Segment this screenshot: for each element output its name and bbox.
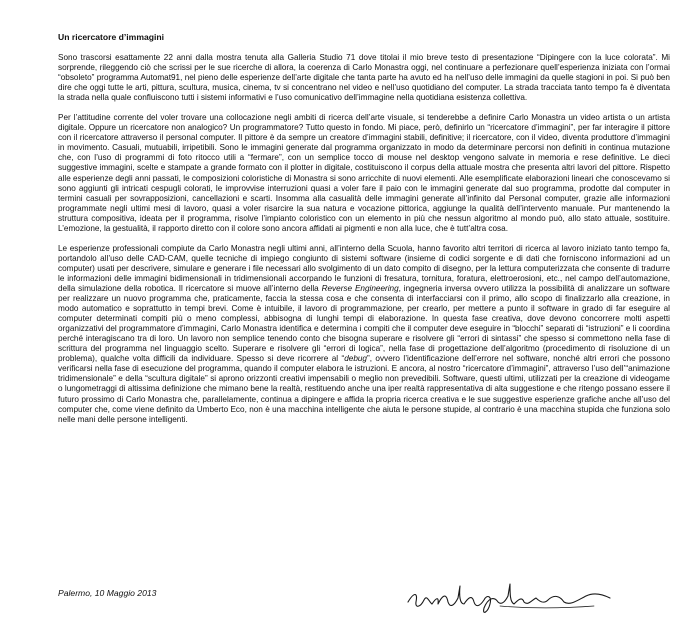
paragraph-3-italic-debug: debug xyxy=(344,354,367,364)
document-footer xyxy=(58,586,678,626)
place-date: Palermo, 10 Maggio 2013 xyxy=(58,588,157,598)
paragraph-1-text: Sono trascorsi esattamente 22 anni dalla mostra tenuta alla Galleria Studio 71 dove titolai il mio breve testo di presentazione “Dipingere con la luce colorata”. Mi sorprende, rileggendo ciò che scrissi per le sue ricerche di allora, la coerenza di Carlo Monastra oggi, nel continuare a perfezionare quell’esperienza iniziata con l’ormai “obsoleto” programma Automat91, nel pieno delle esperienze dell’arte digitale che tanta parte ha avuto ed ha nell’uso delle immagini da quelle stagioni in poi. Si può ben dire che oggi tutte le arti, pittura, scultura, musica, cinema, tv si concentrano nel video e nell’uso quotidiano del computer. La strada tracciata tanto tempo fa è diventata la strada nella quale confluiscono tutti i sistemi informativi e l’uso comunicativo dell’immagine nella quotidiana esistenza collettiva. xyxy=(58,53,670,103)
document-title: Un ricercatore d’immagini xyxy=(58,32,165,42)
paragraph-3-italic-reverse-engineering: Reverse Engineering xyxy=(321,283,399,293)
paragraph-1 xyxy=(58,53,670,103)
paragraph-3-text-a: Le esperienze professionali compiute da Carlo Monastra negli ultimi anni, all’interno della Scuola, hanno favorito altri territori di ricerca al lavoro iniziato tanto tempo fa, portandolo all’uso delle CAD-CAM, quelle tecniche di impiego congiunto di sistemi software (insieme di codici sorgente e di dati che forniscono informazioni ad un computer) usati per descrivere, simulare e generare i file necessari allo svolgimento di un dato compito di disegno, per la lettura computerizzata che consente di tradurre le informazioni delle immagini bidimensionali in tridimensionali accorpando le funzioni di fresatura, tornitura, foratura, elettroerosioni, etc., nel campo dell’automazione, della simulazione della robotica. Il ricercatore si muove all’interno della xyxy=(58,243,670,293)
signature xyxy=(404,578,624,618)
paragraph-2 xyxy=(58,113,670,234)
paragraph-3-text-b: , ingegneria inversa ovvero utilizza la possibilità di analizzare un software per realizzare un nuovo programma che, praticamente, faccia la stessa cosa e che consenta di interfacciarsi con il primo, allo scopo di finalizzarlo alla creazione, in modo automatico e soprattutto in tempi brevi. Come è intuibile, il lavoro di programmazione, per crearlo, per mettere a punto il software in grado di far eseguire al computer determinati compiti più o meno complessi, abbisogna di lunghi tempi di elaborazione. In questa fase creativa, dove devono concorrere molti aspetti organizzativi del programmatore d’immagini, Carlo Monastra identifica e determina i compiti che il computer deve eseguire in “blocchi” separati di “istruzioni” e li coordina perché interagiscano tra di loro. Un lavoro non semplice tenendo conto che bisogna superare e risolvere gli “errori di sintassi” che spesso si commettono nella fase di scrittura del programma nel linguaggio scelto. Superare e risolvere gli “errori di logica”, nella fase di progettazione dell’algoritmo (procedimento di risoluzione di un problema), qualche volta difficili da individuare. Spesso si deve ricorrere al “ xyxy=(58,283,670,364)
paragraph-3 xyxy=(58,244,670,425)
paragraph-3-text-c: ”, ovvero l’identificazione dell’errore nel software, nonché altri errori che possono verificarsi nella fase di esecuzione del programma, quando il computer elabora le istruzioni. E ancora, al nostro “ricercatore d’immagini”, attraverso l’uso dell’“animazione tridimensionale” e della “scultura digitale” si aprono orizzonti creativi impensabili o meglio non prevedibili. Software, questi ultimi, utilizzati per la creazione di videogame o lungometraggi di altissima definizione che mimano bene la realtà, restituendo anche una iper realtà rappresentativa di alta suggestione e che ritengo possano essere il futuro prossimo di Carlo Monastra che, parallelamente, continua a dipingere e affida la propria ricerca creativa e le sue suggestive esperienze grafiche anche all’uso del computer che, come viene definito da Umberto Eco, non è una macchina intelligente che aiuta le persone stupide, al contrario è una macchina stupida che funziona solo nelle mani delle persone intelligenti. xyxy=(58,354,670,424)
document-body xyxy=(58,32,670,425)
paragraph-2-text: Per l’attitudine corrente del voler trovare una collocazione negli ambiti di ricerca dell’arte visuale, si tenderebbe a definire Carlo Monastra un video artista o un artista digitale. Oppure un ricercatore non analogico? Un programmatore? Tutto questo in fondo. Mi piace, però, definirlo un “ricercatore d’immagini”, per far interagire il pittore con il ricercatore attraverso il personal computer. Il pittore è da sempre un creatore d’immagini stabili, definitive; il ricercatore, con il video, diventa produttore d’immagini in movimento. Casuali, mutuabili, irripetibili. Sono le immagini generate dal programma organizzato in modo da determinare percorsi non definiti in continua mutazione che, con l’uso di programmi di foto ritocco utili a “fermare”, con un semplice tocco di mouse nel desktop vengono salvate in memoria e rese definitive. Le dieci suggestive immagini, scelte e stampate a grande formato con il plotter in digitale, costituiscono il corpus della attuale mostra che presenta altri lavori del pittore. Rispetto alle esperienze degli anni passati, le composizioni coloristiche di Monastra si sono arricchite di nuovi elementi. Alle esemplificate elaborazioni lineari che conoscevamo si sono aggiunti gli intricati cespugli colorati, le improvvise interruzioni quasi a voler fare il paio con le immagini generate dal suo programma, prodotte dal computer in termini casuali per sovrapposizioni, cancellazioni e scarti. Insomma alla casualità delle immagini generate all’infinito dal Personal computer, grazie alle informazioni programmate negli ultimi mesi di lavoro, quasi a voler risarcire la sua natura e vocazione pittorica, aggiunge la qualità dell’intervento manuale. Pur mantenendo la struttura compositiva, ideata per il programma, risolve l’impianto coloristico con un elemento in più che nessun algoritmo al mondo può, allo stato attuale, sostituire. L’emozione, la gestualità, il rapporto diretto con il colore sono ancora affidati ai pigmenti e non alla luce, che è tutt’altra cosa. xyxy=(58,113,670,233)
